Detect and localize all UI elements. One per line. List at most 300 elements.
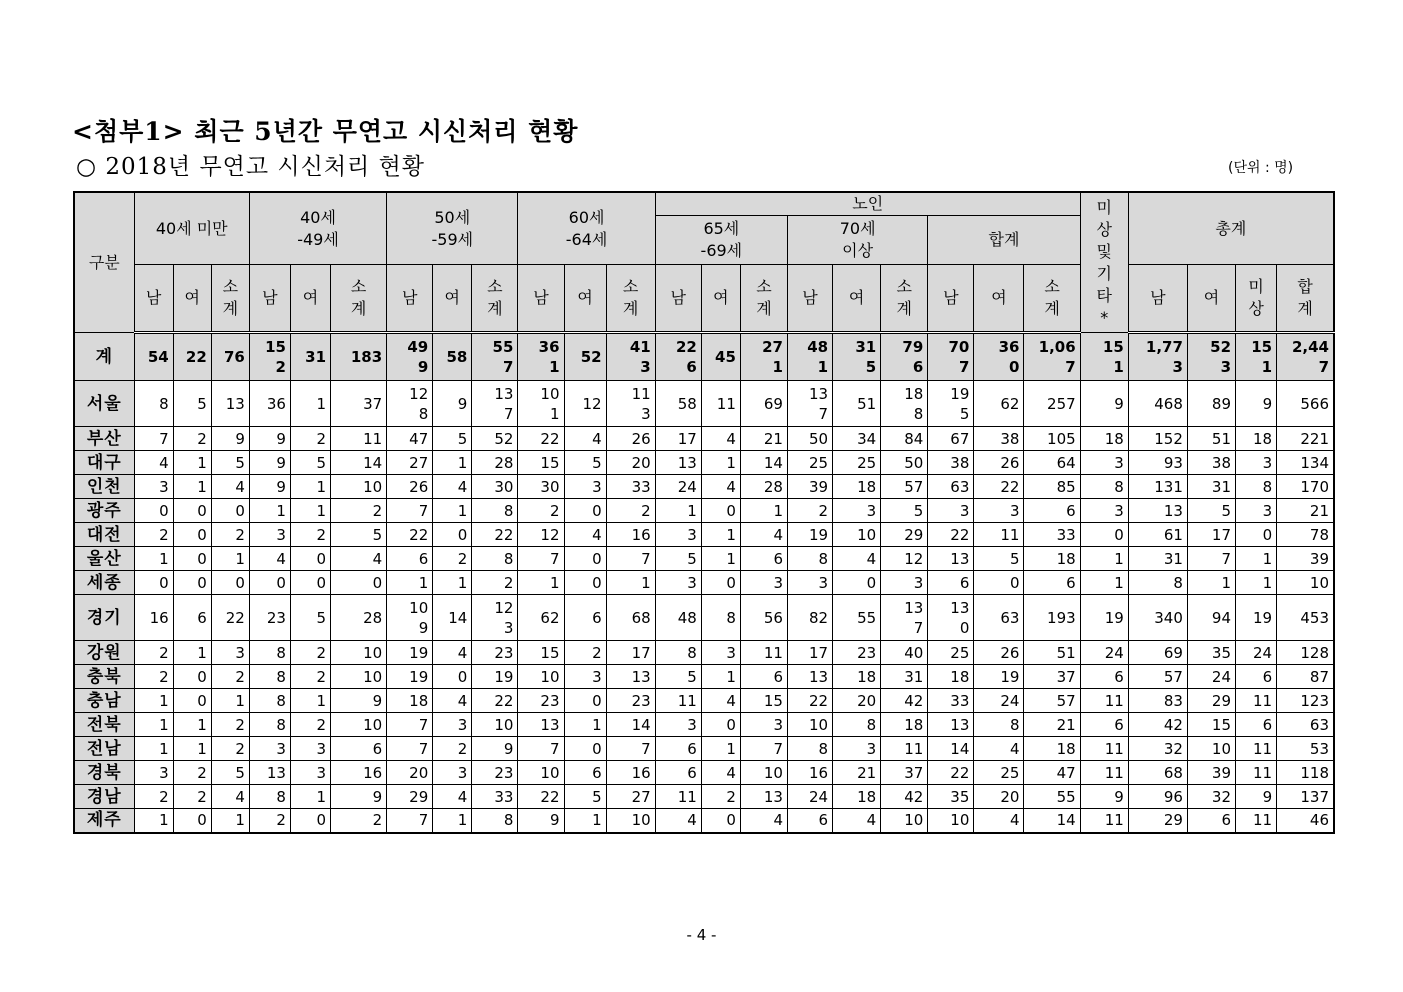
table-cell: 1 bbox=[290, 475, 330, 499]
table-cell: 63 bbox=[1277, 713, 1334, 737]
table-cell: 84 bbox=[881, 427, 928, 451]
table-cell: 18 bbox=[833, 665, 881, 689]
statistics-table bbox=[73, 191, 1335, 834]
table-cell: 0 bbox=[433, 523, 472, 547]
header-50-59: 50세 -59세 bbox=[387, 192, 518, 265]
table-cell: 30 bbox=[472, 475, 518, 499]
table-cell: 9 bbox=[1080, 381, 1128, 427]
table-cell: 468 bbox=[1128, 381, 1187, 427]
table-cell: 9 bbox=[433, 381, 472, 427]
table-cell: 24 bbox=[1236, 641, 1277, 665]
table-cell: 10 bbox=[518, 665, 564, 689]
table-cell: 1 bbox=[134, 713, 173, 737]
table-cell: 9 bbox=[331, 785, 387, 809]
table-cell: 9 bbox=[249, 451, 290, 475]
table-cell: 32 bbox=[1187, 785, 1235, 809]
table-cell: 340 bbox=[1128, 595, 1187, 641]
subheader-60-64-subtotal: 소 계 bbox=[606, 265, 655, 333]
table-cell: 13 bbox=[518, 713, 564, 737]
table-cell: 0 bbox=[564, 571, 606, 595]
row-label: 부산 bbox=[74, 427, 134, 451]
table-cell: 6 bbox=[387, 547, 433, 571]
table-cell: 21 bbox=[1277, 499, 1334, 523]
table-cell: 8 bbox=[1236, 475, 1277, 499]
table-cell: 0 bbox=[433, 665, 472, 689]
table-cell: 2 bbox=[249, 809, 290, 833]
row-label: 제주 bbox=[74, 809, 134, 833]
table-cell: 6 bbox=[564, 595, 606, 641]
row-label: 대전 bbox=[74, 523, 134, 547]
table-cell: 19 bbox=[974, 665, 1024, 689]
table-cell: 63 bbox=[928, 475, 974, 499]
table-cell: 7 bbox=[518, 547, 564, 571]
table-cell: 12 3 bbox=[472, 595, 518, 641]
table-cell: 8 bbox=[655, 641, 701, 665]
header-elderly: 노인 bbox=[655, 192, 1080, 216]
table-cell: 9 bbox=[1080, 785, 1128, 809]
table-cell: 3 bbox=[564, 475, 606, 499]
table-cell: 0 bbox=[134, 499, 173, 523]
table-cell: 10 bbox=[331, 475, 387, 499]
table-cell: 27 bbox=[387, 451, 433, 475]
table-row bbox=[74, 689, 1334, 713]
table-cell: 58 bbox=[655, 381, 701, 427]
table-cell: 4 bbox=[433, 785, 472, 809]
table-cell: 8 bbox=[472, 809, 518, 833]
table-cell: 11 3 bbox=[606, 381, 655, 427]
subheader-60-64-male: 남 bbox=[518, 265, 564, 333]
table-cell: 22 bbox=[974, 475, 1024, 499]
table-cell: 8 bbox=[249, 665, 290, 689]
table-cell: 1 bbox=[564, 809, 606, 833]
table-cell: 28 bbox=[472, 451, 518, 475]
table-cell: 4 bbox=[249, 547, 290, 571]
table-cell: 10 bbox=[331, 713, 387, 737]
table-cell: 5 bbox=[331, 523, 387, 547]
table-cell: 2 bbox=[211, 523, 249, 547]
table-cell: 38 bbox=[974, 427, 1024, 451]
table-row bbox=[74, 571, 1334, 595]
table-cell: 5 bbox=[564, 451, 606, 475]
table-cell: 19 bbox=[387, 665, 433, 689]
table-cell: 13 bbox=[211, 381, 249, 427]
table-cell: 3 bbox=[881, 571, 928, 595]
table-cell: 7 bbox=[740, 737, 787, 761]
table-cell: 0 bbox=[173, 499, 211, 523]
table-cell: 0 bbox=[1080, 523, 1128, 547]
table-cell: 0 bbox=[173, 571, 211, 595]
table-cell: 7 bbox=[387, 737, 433, 761]
table-cell: 16 bbox=[331, 761, 387, 785]
table-cell: 19 bbox=[787, 523, 832, 547]
table-cell: 7 bbox=[387, 499, 433, 523]
table-cell: 1 bbox=[134, 809, 173, 833]
table-cell: 1 bbox=[249, 499, 290, 523]
table-cell: 22 6 bbox=[655, 333, 701, 381]
table-cell: 0 bbox=[701, 571, 740, 595]
table-cell: 52 bbox=[564, 333, 606, 381]
table-cell: 9 bbox=[1236, 381, 1277, 427]
table-cell: 45 bbox=[701, 333, 740, 381]
table-cell: 18 8 bbox=[881, 381, 928, 427]
subheader-under40-male: 남 bbox=[134, 265, 173, 333]
table-cell: 5 bbox=[290, 595, 330, 641]
subheader-total-female: 여 bbox=[1187, 265, 1235, 333]
table-cell: 3 bbox=[1080, 451, 1128, 475]
table-cell: 170 bbox=[1277, 475, 1334, 499]
table-cell: 10 bbox=[472, 713, 518, 737]
subheader-row bbox=[74, 265, 1334, 333]
table-cell: 19 5 bbox=[928, 381, 974, 427]
table-cell: 6 bbox=[740, 547, 787, 571]
table-cell: 11 bbox=[881, 737, 928, 761]
table-cell: 55 bbox=[1024, 785, 1080, 809]
table-cell: 21 bbox=[833, 761, 881, 785]
table-row bbox=[74, 547, 1334, 571]
subheader-65-69-female: 여 bbox=[701, 265, 740, 333]
table-cell: 1 bbox=[211, 689, 249, 713]
table-cell: 83 bbox=[1128, 689, 1187, 713]
table-cell: 13 bbox=[740, 785, 787, 809]
table-cell: 58 bbox=[433, 333, 472, 381]
table-cell: 10 bbox=[928, 809, 974, 833]
table-cell: 11 bbox=[1236, 761, 1277, 785]
table-cell: 0 bbox=[249, 571, 290, 595]
table-cell: 2 bbox=[211, 713, 249, 737]
row-label: 경기 bbox=[74, 595, 134, 641]
table-cell: 0 bbox=[290, 809, 330, 833]
table-cell: 0 bbox=[173, 665, 211, 689]
table-cell: 13 bbox=[1128, 499, 1187, 523]
table-cell: 5 bbox=[1187, 499, 1235, 523]
table-cell: 33 bbox=[606, 475, 655, 499]
table-cell: 257 bbox=[1024, 381, 1080, 427]
table-cell: 221 bbox=[1277, 427, 1334, 451]
table-cell: 11 bbox=[655, 785, 701, 809]
table-cell: 1 bbox=[173, 713, 211, 737]
table-cell: 52 bbox=[472, 427, 518, 451]
table-cell: 13 bbox=[249, 761, 290, 785]
table-cell: 12 8 bbox=[387, 381, 433, 427]
table-cell: 54 bbox=[134, 333, 173, 381]
table-cell: 6 bbox=[331, 737, 387, 761]
table-cell: 28 bbox=[740, 475, 787, 499]
table-cell: 12 bbox=[564, 381, 606, 427]
table-cell: 22 bbox=[472, 689, 518, 713]
table-cell: 23 bbox=[606, 689, 655, 713]
table-cell: 1 bbox=[134, 547, 173, 571]
table-cell: 21 bbox=[1024, 713, 1080, 737]
table-cell: 15 1 bbox=[1080, 333, 1128, 381]
table-row bbox=[74, 381, 1334, 427]
table-cell: 19 bbox=[1236, 595, 1277, 641]
table-cell: 11 bbox=[1236, 689, 1277, 713]
row-label: 세종 bbox=[74, 571, 134, 595]
table-cell: 2 bbox=[290, 665, 330, 689]
table-cell: 5 bbox=[173, 381, 211, 427]
table-cell: 1 bbox=[1187, 571, 1235, 595]
table-cell: 61 bbox=[1128, 523, 1187, 547]
table-cell: 1 bbox=[290, 689, 330, 713]
table-cell: 20 bbox=[606, 451, 655, 475]
table-cell: 4 bbox=[331, 547, 387, 571]
table-cell: 25 bbox=[787, 451, 832, 475]
table-cell: 3 bbox=[740, 571, 787, 595]
table-cell: 10 bbox=[518, 761, 564, 785]
table-cell: 24 bbox=[1080, 641, 1128, 665]
table-cell: 11 bbox=[740, 641, 787, 665]
table-cell: 118 bbox=[1277, 761, 1334, 785]
table-cell: 4 bbox=[211, 475, 249, 499]
table-cell: 3 bbox=[655, 571, 701, 595]
table-row bbox=[74, 427, 1334, 451]
table-cell: 57 bbox=[1128, 665, 1187, 689]
table-cell: 1 bbox=[173, 737, 211, 761]
table-cell: 5 bbox=[655, 665, 701, 689]
table-cell: 0 bbox=[701, 809, 740, 833]
table-cell: 8 bbox=[249, 713, 290, 737]
table-cell: 2 bbox=[433, 737, 472, 761]
table-cell: 0 bbox=[564, 499, 606, 523]
table-cell: 9 bbox=[331, 689, 387, 713]
table-cell: 4 bbox=[833, 809, 881, 833]
table-cell: 13 7 bbox=[881, 595, 928, 641]
table-cell: 1 bbox=[387, 571, 433, 595]
table-cell: 6 bbox=[740, 665, 787, 689]
table-cell: 6 bbox=[1236, 713, 1277, 737]
table-cell: 9 bbox=[249, 475, 290, 499]
table-cell: 22 bbox=[928, 761, 974, 785]
header-elderly-sum: 합계 bbox=[928, 216, 1080, 265]
table-row bbox=[74, 523, 1334, 547]
table-cell: 6 bbox=[1236, 665, 1277, 689]
table-cell: 2 bbox=[433, 547, 472, 571]
table-cell: 10 bbox=[787, 713, 832, 737]
table-cell: 5 bbox=[433, 427, 472, 451]
table-cell: 16 bbox=[134, 595, 173, 641]
table-cell: 57 bbox=[881, 475, 928, 499]
table-cell: 9 bbox=[1236, 785, 1277, 809]
table-cell: 8 bbox=[787, 547, 832, 571]
table-cell: 38 bbox=[1187, 451, 1235, 475]
table-cell: 8 bbox=[1128, 571, 1187, 595]
table-cell: 6 bbox=[1024, 499, 1080, 523]
table-cell: 4 bbox=[655, 809, 701, 833]
table-cell: 11 bbox=[1080, 737, 1128, 761]
table-cell: 3 bbox=[564, 665, 606, 689]
table-cell: 55 bbox=[833, 595, 881, 641]
table-cell: 32 bbox=[1128, 737, 1187, 761]
table-cell: 6 bbox=[1187, 809, 1235, 833]
table-cell: 40 bbox=[881, 641, 928, 665]
table-cell: 2 bbox=[472, 571, 518, 595]
table-cell: 4 bbox=[701, 427, 740, 451]
table-cell: 0 bbox=[290, 571, 330, 595]
table-cell: 55 7 bbox=[472, 333, 518, 381]
table-cell: 17 bbox=[606, 641, 655, 665]
table-cell: 39 bbox=[787, 475, 832, 499]
table-cell: 13 bbox=[928, 713, 974, 737]
table-cell: 7 bbox=[387, 713, 433, 737]
table-cell: 22 bbox=[472, 523, 518, 547]
table-cell: 2 bbox=[331, 499, 387, 523]
table-cell: 0 bbox=[134, 571, 173, 595]
table-row bbox=[74, 641, 1334, 665]
table-cell: 35 bbox=[1187, 641, 1235, 665]
table-cell: 50 bbox=[881, 451, 928, 475]
table-cell: 24 bbox=[655, 475, 701, 499]
table-cell: 1 bbox=[606, 571, 655, 595]
table-cell: 11 bbox=[655, 689, 701, 713]
table-cell: 4 bbox=[134, 451, 173, 475]
table-cell: 33 bbox=[472, 785, 518, 809]
table-cell: 13 0 bbox=[928, 595, 974, 641]
table-cell: 36 0 bbox=[974, 333, 1024, 381]
table-cell: 52 3 bbox=[1187, 333, 1235, 381]
table-cell: 1 bbox=[701, 451, 740, 475]
table-cell: 36 bbox=[249, 381, 290, 427]
table-cell: 10 bbox=[606, 809, 655, 833]
table-cell: 50 bbox=[787, 427, 832, 451]
table-cell: 8 bbox=[134, 381, 173, 427]
table-cell: 8 bbox=[833, 713, 881, 737]
table-body bbox=[74, 333, 1334, 833]
row-label: 인천 bbox=[74, 475, 134, 499]
row-label: 전남 bbox=[74, 737, 134, 761]
table-cell: 79 6 bbox=[881, 333, 928, 381]
table-cell: 10 bbox=[1187, 737, 1235, 761]
table-cell: 1 bbox=[211, 547, 249, 571]
header-grand-total: 총계 bbox=[1128, 192, 1334, 265]
subheader-total-sum: 합 계 bbox=[1277, 265, 1334, 333]
table-cell: 10 bbox=[1277, 571, 1334, 595]
header-65-69: 65세 -69세 bbox=[655, 216, 787, 265]
table-cell: 9 bbox=[472, 737, 518, 761]
table-cell: 31 bbox=[1187, 475, 1235, 499]
subheader-total-male: 남 bbox=[1128, 265, 1187, 333]
table-cell: 1 bbox=[701, 547, 740, 571]
table-cell: 26 bbox=[387, 475, 433, 499]
table-cell: 137 bbox=[1277, 785, 1334, 809]
table-cell: 22 bbox=[787, 689, 832, 713]
table-cell: 26 bbox=[974, 641, 1024, 665]
table-cell: 3 bbox=[655, 523, 701, 547]
table-cell: 6 bbox=[564, 761, 606, 785]
table-cell: 3 bbox=[655, 713, 701, 737]
table-cell: 6 bbox=[1024, 571, 1080, 595]
table-cell: 25 bbox=[974, 761, 1024, 785]
table-cell: 4 bbox=[564, 523, 606, 547]
table-cell: 131 bbox=[1128, 475, 1187, 499]
table-cell: 2 bbox=[134, 641, 173, 665]
table-cell: 62 bbox=[518, 595, 564, 641]
table-cell: 3 bbox=[249, 737, 290, 761]
table-cell: 31 5 bbox=[833, 333, 881, 381]
table-row bbox=[74, 665, 1334, 689]
table-cell: 11 bbox=[1080, 689, 1128, 713]
table-cell: 123 bbox=[1277, 689, 1334, 713]
row-label: 경남 bbox=[74, 785, 134, 809]
table-cell: 23 bbox=[472, 761, 518, 785]
subheader-under40-subtotal: 소 계 bbox=[211, 265, 249, 333]
table-cell: 8 bbox=[1080, 475, 1128, 499]
table-cell: 1,06 7 bbox=[1024, 333, 1080, 381]
table-cell: 22 bbox=[518, 427, 564, 451]
table-cell: 0 bbox=[173, 523, 211, 547]
table-header bbox=[74, 192, 1334, 333]
table-cell: 4 bbox=[701, 689, 740, 713]
header-region: 구분 bbox=[74, 192, 134, 333]
table-cell: 62 bbox=[974, 381, 1024, 427]
table-cell: 1 bbox=[701, 523, 740, 547]
table-cell: 35 bbox=[928, 785, 974, 809]
table-cell: 18 bbox=[833, 785, 881, 809]
table-cell: 18 bbox=[1080, 427, 1128, 451]
table-cell: 18 bbox=[928, 665, 974, 689]
table-cell: 24 bbox=[1187, 665, 1235, 689]
table-cell: 18 bbox=[1024, 737, 1080, 761]
subheader-40-49-subtotal: 소 계 bbox=[331, 265, 387, 333]
table-cell: 2 bbox=[331, 809, 387, 833]
table-cell: 19 bbox=[1080, 595, 1128, 641]
table-cell: 453 bbox=[1277, 595, 1334, 641]
table-cell: 1 bbox=[433, 809, 472, 833]
table-cell: 10 9 bbox=[387, 595, 433, 641]
row-label: 충북 bbox=[74, 665, 134, 689]
table-cell: 4 bbox=[833, 547, 881, 571]
header-60-64: 60세 -64세 bbox=[518, 192, 655, 265]
table-cell: 39 bbox=[1187, 761, 1235, 785]
table-cell: 42 bbox=[1128, 713, 1187, 737]
table-cell: 23 bbox=[518, 689, 564, 713]
table-cell: 2 bbox=[701, 785, 740, 809]
table-cell: 5 bbox=[974, 547, 1024, 571]
table-cell: 69 bbox=[740, 381, 787, 427]
table-cell: 15 bbox=[740, 689, 787, 713]
table-cell: 4 bbox=[974, 737, 1024, 761]
table-cell: 26 bbox=[606, 427, 655, 451]
table-cell: 47 bbox=[387, 427, 433, 451]
header-unknown: 미 상 및 기 타 * bbox=[1080, 192, 1128, 333]
row-label: 강원 bbox=[74, 641, 134, 665]
row-label: 전북 bbox=[74, 713, 134, 737]
table-cell: 22 bbox=[387, 523, 433, 547]
table-cell: 193 bbox=[1024, 595, 1080, 641]
table-cell: 4 bbox=[433, 641, 472, 665]
table-cell: 36 1 bbox=[518, 333, 564, 381]
table-cell: 3 bbox=[290, 737, 330, 761]
subheader-65-69-male: 남 bbox=[655, 265, 701, 333]
table-cell: 2 bbox=[173, 785, 211, 809]
table-cell: 3 bbox=[433, 713, 472, 737]
table-cell: 128 bbox=[1277, 641, 1334, 665]
table-cell: 48 bbox=[655, 595, 701, 641]
table-cell: 13 bbox=[606, 665, 655, 689]
table-cell: 5 bbox=[211, 451, 249, 475]
row-label: 광주 bbox=[74, 499, 134, 523]
table-cell: 7 bbox=[387, 809, 433, 833]
section-subtitle: ○ 2018년 무연고 시신처리 현황 bbox=[76, 154, 426, 180]
table-cell: 33 bbox=[928, 689, 974, 713]
table-cell: 64 bbox=[1024, 451, 1080, 475]
subheader-70-plus-female: 여 bbox=[833, 265, 881, 333]
table-cell: 11 bbox=[1080, 761, 1128, 785]
table-cell: 20 bbox=[833, 689, 881, 713]
table-cell: 10 bbox=[331, 665, 387, 689]
subheader-total-unknown: 미 상 bbox=[1236, 265, 1277, 333]
table-cell: 12 bbox=[881, 547, 928, 571]
table-cell: 0 bbox=[564, 547, 606, 571]
